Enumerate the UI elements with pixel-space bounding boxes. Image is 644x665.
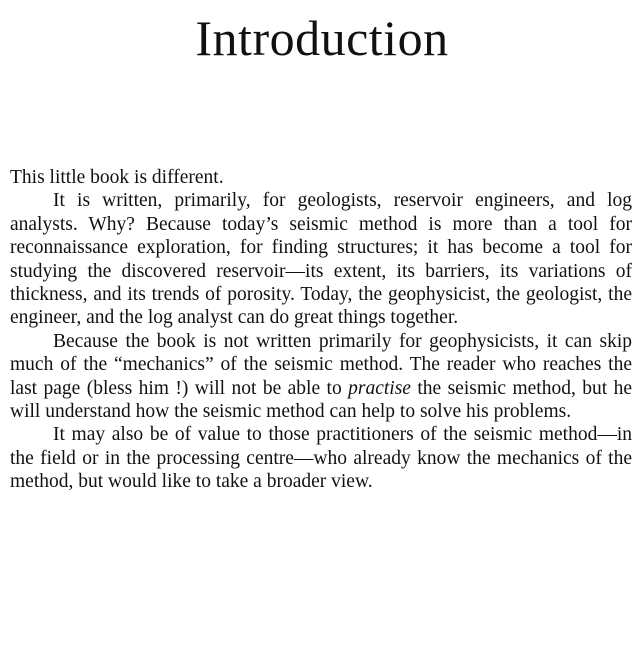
paragraph-1: This little book is different. [10,167,224,188]
paragraph-3 [10,330,632,424]
emphasis-practise: practise [348,377,411,399]
paragraph-4: It may also be of value to those practitioners of the seismic method—in the field or in the processing centre—who already know the mechanics of the method, but would like to take a broader view. [10,424,632,493]
paragraph-3-text-after: the seismic method, but he will understand how the seismic method can help to solve his problems. [10,377,632,423]
paragraph-3-text-before: Because the book is not written primarily for geophysicists, it can skip much of the “mechanics” of the seismic method. The reader who reaches the last page (bless him !) will not be able to [10,330,632,399]
introduction-body [10,166,632,494]
chapter-title: Introduction [195,10,449,66]
paragraph-2: It is written, primarily, for geologists, reservoir engineers, and log analysts. Why? Because today’s seismic method is more than a tool for reconnaissance exploration, for finding structures; it has become a tool for studying the discovered reservoir—its extent, its barriers, its variations of thickness, and its trends of porosity. Today, the geophysicist, the geologist, the engineer, and the log analyst can do great things together. [10,190,632,329]
